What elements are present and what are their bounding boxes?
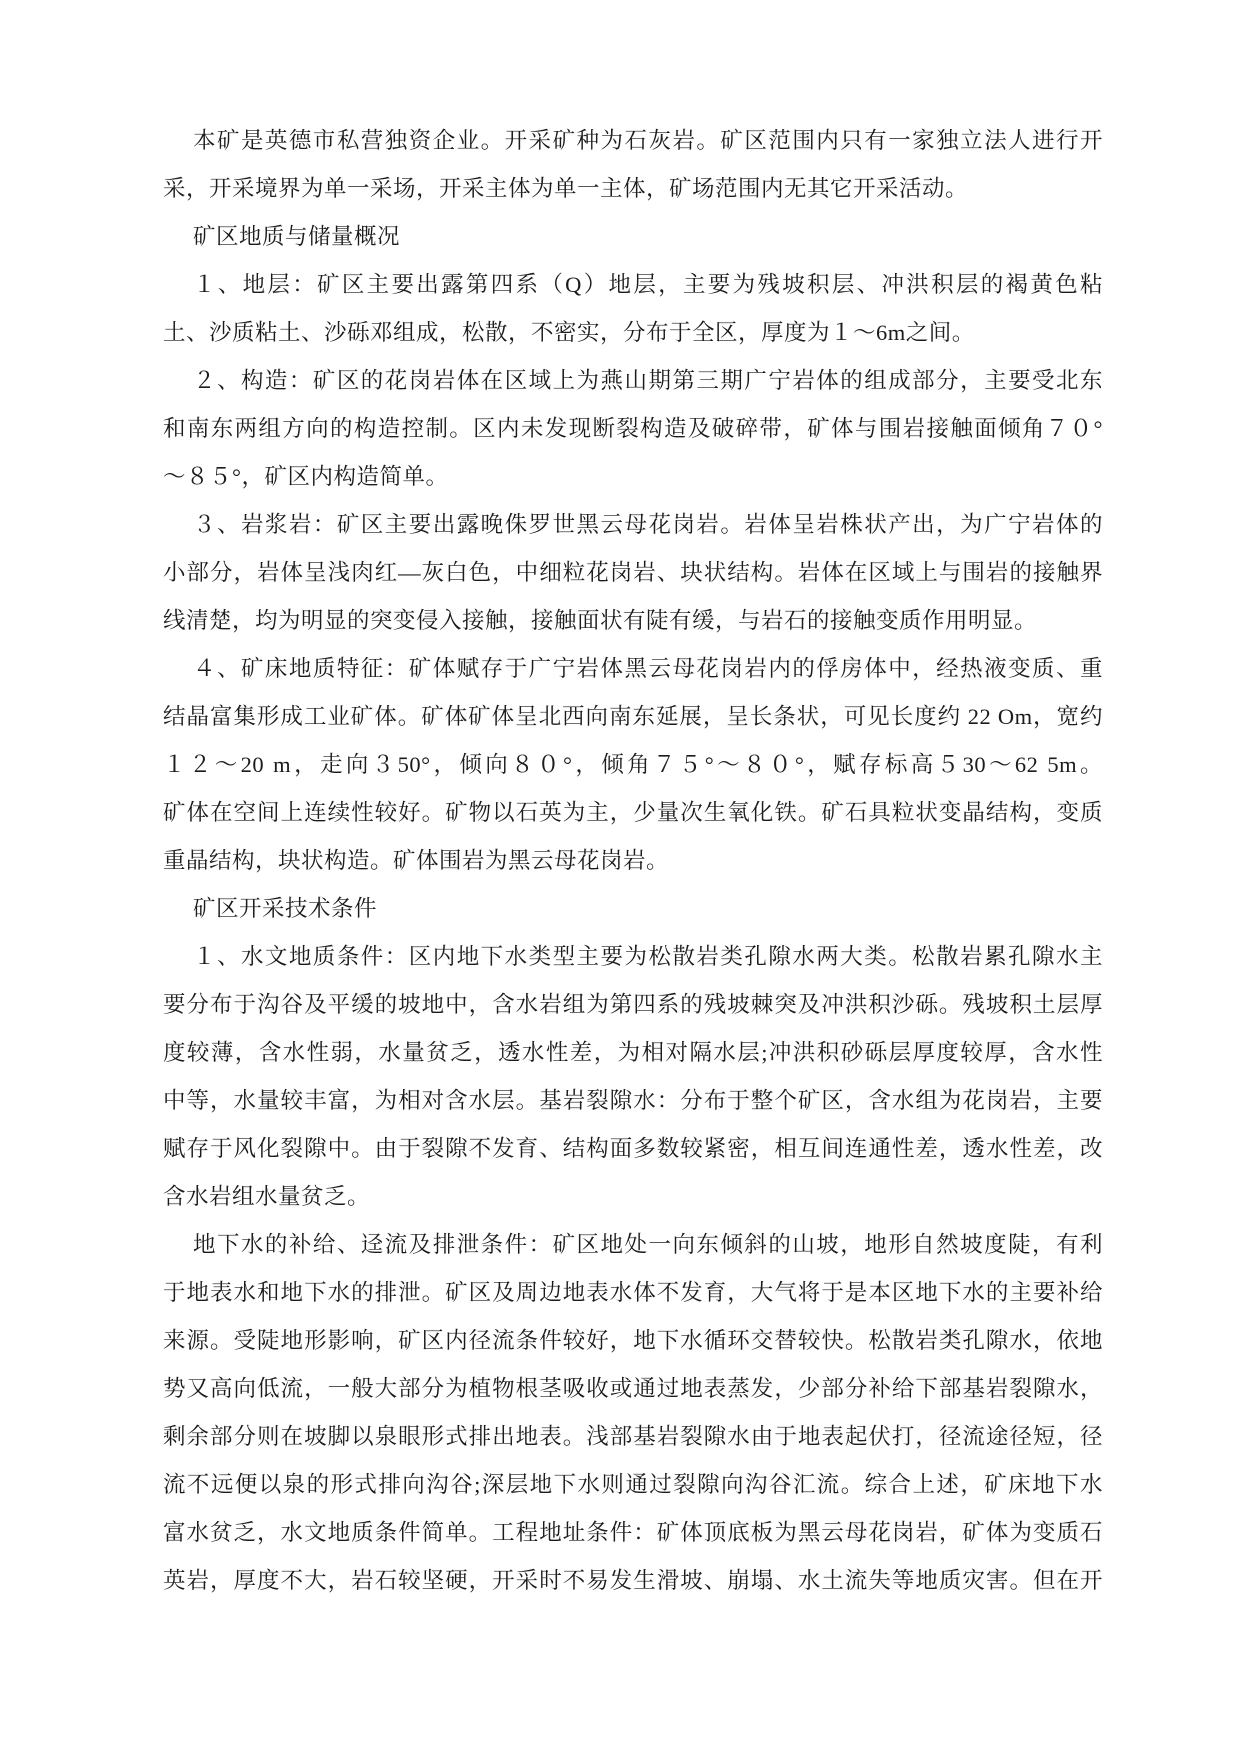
text-line: 土、沙质粘土、沙砾邓组成，松散，不密实，分布于全区，厚度为１～6m之间。 (163, 320, 975, 345)
text-line: 结晶富集形成工业矿体。矿体矿体呈北西向南东延展，呈长条状，可见长度约 22 Om，宽约 (163, 704, 1103, 729)
text-line: 小部分，岩体呈浅肉红—灰白色，中细粒花岗岩、块状结构。岩体在区域上与围岩的接触界 (163, 560, 1103, 585)
section-heading: 矿区开采技术条件 (193, 896, 378, 921)
text-line: 赋存于风化裂隙中。由于裂隙不发育、结构面多数较紧密，相互间连通性差，透水性差，改 (163, 1136, 1103, 1161)
text-line: 富水贫乏，水文地质条件简单。工程地址条件：矿体顶底板为黑云母花岗岩，矿体为变质石 (163, 1520, 1103, 1545)
section-heading: 矿区地质与储量概况 (193, 224, 401, 249)
text-line: 地下水的补给、迳流及排泄条件：矿区地处一向东倾斜的山坡，地形自然坡度陡，有利 (193, 1232, 1103, 1257)
text-line: 重晶结构，块状构造。矿体围岩为黑云母花岗岩。 (163, 848, 670, 873)
text-line: 于地表水和地下水的排泄。矿区及周边地表水体不发育，大气将于是本区地下水的主要补给 (163, 1280, 1103, 1305)
document-body (163, 117, 1103, 1605)
text-line: 流不远便以泉的形式排向沟谷;深层地下水则通过裂隙向沟谷汇流。综合上述，矿床地下水 (163, 1472, 1103, 1497)
text-line: ３、岩浆岩：矿区主要出露晚侏罗世黑云母花岗岩。岩体呈岩株状产出，为广宁岩体的 (193, 512, 1103, 537)
text-line: 采，开采境界为单一采场，开采主体为单一主体，矿场范围内无其它开采活动。 (163, 176, 969, 201)
text-line: 含水岩组水量贫乏。 (163, 1184, 371, 1209)
text-line: 度较薄，含水性弱，水量贫乏，透水性差，为相对隔水层;冲洪积砂砾层厚度较厚，含水性 (163, 1040, 1103, 1065)
text-line: 来源。受陡地形影响，矿区内径流条件较好，地下水循环交替较快。松散岩类孔隙水，依地 (163, 1328, 1103, 1353)
text-line: 剩余部分则在坡脚以泉眼形式排出地表。浅部基岩裂隙水由于地表起伏打，径流途径短，径 (163, 1424, 1103, 1449)
text-line: 线清楚，均为明显的突变侵入接触，接触面状有陡有缓，与岩石的接触变质作用明显。 (163, 608, 1038, 633)
text-line: １、地层：矿区主要出露第四系（Q）地层，主要为残坡积层、冲洪积层的褐黄色粘 (193, 272, 1103, 297)
text-line: 英岩，厚度不大，岩石较坚硬，开采时不易发生滑坡、崩塌、水土流失等地质灾害。但在开 (163, 1568, 1103, 1593)
text-line: 中等，水量较丰富，为相对含水层。基岩裂隙水：分布于整个矿区，含水组为花岗岩，主要 (163, 1088, 1103, 1113)
text-line: ～８５°，矿区内构造简单。 (163, 464, 449, 489)
text-line: 本矿是英德市私营独资企业。开采矿种为石灰岩。矿区范围内只有一家独立法人进行开 (193, 128, 1103, 153)
text-line: ２、构造：矿区的花岗岩体在区域上为燕山期第三期广宁岩体的组成部分，主要受北东 (193, 368, 1103, 393)
text-line: 要分布于沟谷及平缓的坡地中，含水岩组为第四系的残坡棘突及冲洪积沙砾。残坡积土层厚 (163, 992, 1103, 1017)
text-line: １２～20 m，走向３50°，倾向８０°，倾角７５°～８０°，赋存标高５30～62 5m。 (163, 752, 1103, 777)
text-line: １、水文地质条件：区内地下水类型主要为松散岩类孔隙水两大类。松散岩累孔隙水主 (193, 944, 1103, 969)
text-line: 势又高向低流，一般大部分为植物根茎吸收或通过地表蒸发，少部分补给下部基岩裂隙水， (163, 1376, 1103, 1401)
text-line: 矿体在空间上连续性较好。矿物以石英为主，少量次生氧化铁。矿石具粒状变晶结构，变质 (163, 800, 1103, 825)
text-line: ４、矿床地质特征：矿体赋存于广宁岩体黑云母花岗岩内的俘房体中，经热液变质、重 (193, 656, 1103, 681)
text-line: 和南东两组方向的构造控制。区内未发现断裂构造及破碎带，矿体与围岩接触面倾角７０° (163, 416, 1103, 441)
